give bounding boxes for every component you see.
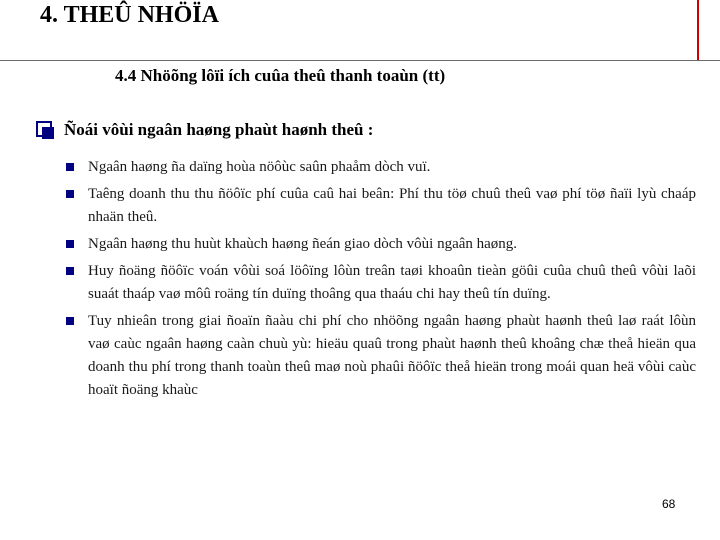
list-item [66, 156, 696, 179]
square-bullet-icon [66, 190, 74, 198]
title-divider [0, 60, 720, 61]
page-number: 68 [662, 497, 676, 511]
list-item-text: Taêng doanh thu thu ñöôïc phí cuûa caû hai beân: Phí thu töø chuû theû vaø phí töø ñaïi lyù chaáp nhaän theû. [88, 186, 696, 225]
list-item [66, 183, 696, 229]
square-bullet-icon [66, 240, 74, 248]
list-item-text: Ngaân haøng ña daïng hoùa nöôùc saûn phaåm dòch vuï. [88, 159, 431, 175]
bullet-list [66, 156, 696, 406]
section-heading-text: Ñoái vôùi ngaân haøng phaùt haønh theû : [64, 120, 374, 139]
slide-title: 4. THEÛ NHÖÏA [40, 2, 219, 28]
list-item [66, 260, 696, 306]
list-item-text: Tuy nhieân trong giai ñoaïn ñaàu chi phí cho nhöõng ngaân haøng phaùt haønh theû laø raát lôùn vaø caùc ngaân haøng caàn chuù yù: hieäu quaû trong phaùt haønh theû khoâng chæ theå hieän qua doanh thu phí trong thanh toaùn theû maø noù phaûi ñöôïc theå hieän trong moái quan heä vôùi caùc hoaït ñoäng khaùc [88, 313, 696, 398]
list-item [66, 310, 696, 402]
square-bullet-icon [66, 267, 74, 275]
section-heading [36, 120, 373, 140]
title-vertical-rule [697, 0, 699, 60]
slide-subtitle: 4.4 Nhöõng lôïi ích cuûa theû thanh toaùn (tt) [115, 66, 446, 85]
checkbox-bullet-icon [36, 121, 52, 137]
list-item-text: Ngaân haøng thu huùt khaùch haøng ñeán giao dòch vôùi ngaân haøng. [88, 236, 518, 252]
square-bullet-icon [66, 317, 74, 325]
square-bullet-icon [66, 163, 74, 171]
list-item-text: Huy ñoäng ñöôïc voán vôùi soá löôïng lôùn treân taøi khoaûn tieàn göûi cuûa chuû theû vôùi laõi suaát thaáp vaø môû roäng tín duïng thoâng qua thaáu chi hay theû tín duïng. [88, 263, 696, 302]
list-item [66, 233, 696, 256]
